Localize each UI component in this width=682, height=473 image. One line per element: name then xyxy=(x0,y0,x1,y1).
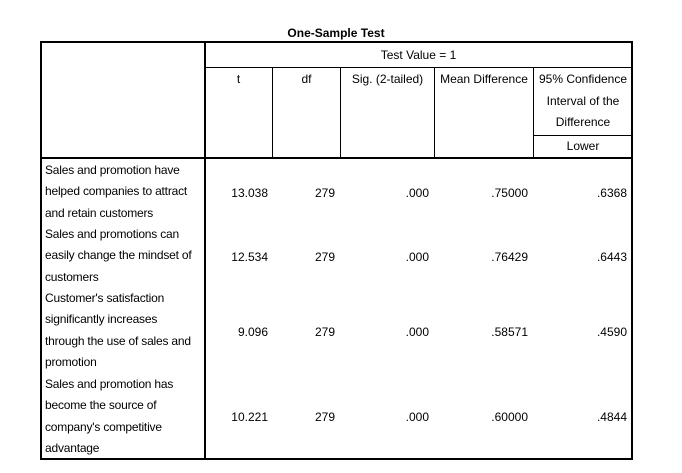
cell-sig: .000 xyxy=(405,325,429,339)
cell-lower: .6443 xyxy=(596,250,627,264)
row-label-line: easily change the mindset of xyxy=(45,248,192,263)
cell-t: 10.221 xyxy=(231,410,268,424)
row-label xyxy=(45,374,205,459)
col-header-df: df xyxy=(301,72,312,86)
row-label xyxy=(45,288,205,373)
cell-df: 279 xyxy=(314,250,335,264)
row-label-line: become the source of xyxy=(45,398,157,413)
cell-mean-difference: .76429 xyxy=(491,250,528,264)
ci-header-line: Interval of the xyxy=(546,93,620,108)
row-label-line: and retain customers xyxy=(45,205,154,220)
ci-header-line: Difference xyxy=(555,115,611,129)
ci-header-line: 95% Confidence xyxy=(538,72,628,86)
table-border-left xyxy=(40,41,42,460)
cell-t: 12.534 xyxy=(231,250,268,264)
cell-df: 279 xyxy=(314,325,335,339)
cell-lower: .6368 xyxy=(596,186,627,200)
col-header-t: t xyxy=(236,72,241,86)
cell-mean-difference: .75000 xyxy=(491,186,528,200)
cell-mean-difference: .60000 xyxy=(491,410,528,424)
cell-lower: .4590 xyxy=(596,325,627,339)
row-label-line: customers xyxy=(45,269,99,284)
row-label-line: significantly increases xyxy=(45,312,158,327)
col-header-mean-difference: Mean Difference xyxy=(440,72,528,86)
cell-t: 13.038 xyxy=(231,186,268,200)
table-title: One-Sample Test xyxy=(287,26,385,40)
cell-t: 9.096 xyxy=(237,325,268,339)
row-label-line: Customer's satisfaction xyxy=(45,291,165,305)
row-label-line: promotion xyxy=(45,354,97,369)
row-label xyxy=(45,224,205,288)
col-header-sig: Sig. (2-tailed) xyxy=(351,72,424,86)
cell-lower: .4844 xyxy=(596,410,627,424)
cell-sig: .000 xyxy=(405,250,429,264)
table-border-top xyxy=(40,41,633,43)
cell-df: 279 xyxy=(314,186,335,200)
cell-sig: .000 xyxy=(405,186,429,200)
col-header-lower: Lower xyxy=(566,139,600,153)
row-label-line: helped companies to attract xyxy=(45,184,188,199)
row-label-line: through the use of sales and xyxy=(45,333,191,348)
cell-df: 279 xyxy=(314,410,335,424)
test-value-divider xyxy=(205,67,632,68)
test-value-label: Test Value = 1 xyxy=(380,48,457,62)
row-label-line: Sales and promotions can xyxy=(45,227,179,241)
row-label-line: Sales and promotion has xyxy=(45,377,174,391)
row-label xyxy=(45,160,205,224)
col-header-confidence-interval xyxy=(534,69,632,134)
row-label-line: advantage xyxy=(45,440,100,455)
cell-sig: .000 xyxy=(405,410,429,424)
cell-mean-difference: .58571 xyxy=(491,325,528,339)
row-label-line: company's competitive xyxy=(45,419,162,434)
row-label-line: Sales and promotion have xyxy=(45,163,180,177)
